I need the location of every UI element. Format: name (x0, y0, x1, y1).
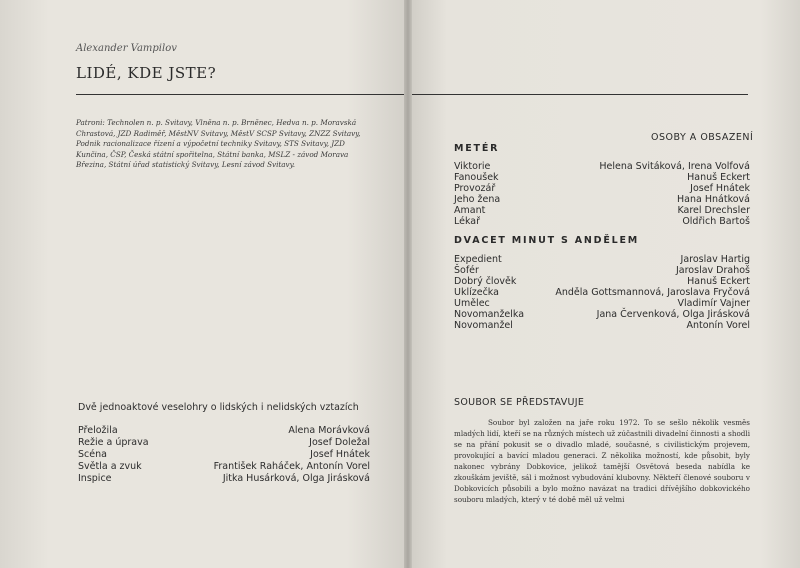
subtitle: Dvě jednoaktové veselohry o lidských i nelidských vztazích (78, 402, 359, 413)
book-spine (404, 0, 412, 568)
credit-row (78, 449, 370, 461)
cast-row (454, 309, 750, 320)
cast-row-role: Amant (454, 205, 486, 216)
cast-row (454, 216, 750, 227)
cast-row-role: Novomanžel (454, 320, 513, 331)
credit-row (78, 437, 370, 449)
cast-row-person: Jana Červenková, Olga Jirásková (596, 309, 750, 320)
author-name: Alexander Vampilov (76, 43, 177, 54)
credit-row-person: Jitka Husárková, Olga Jirásková (222, 473, 370, 484)
cast-row (454, 194, 750, 205)
cast-row (454, 183, 750, 194)
cast-row-person: Jaroslav Drahoš (675, 265, 750, 276)
cast-row-role: Šofér (454, 265, 479, 276)
cast-row-person: Hanuš Eckert (687, 172, 750, 183)
cast-row-role: Expedient (454, 254, 502, 265)
credit-row-role: Režie a úprava (78, 437, 149, 448)
cast-row-person: Anděla Gottsmannová, Jaroslava Fryčová (555, 287, 750, 298)
cast-row-role: Provozář (454, 183, 496, 194)
cast-row (454, 172, 750, 183)
credit-row-role: Světla a zvuk (78, 461, 142, 472)
credit-row (78, 425, 370, 437)
cast-row-role: Jeho žena (454, 194, 501, 205)
credit-row-person: František Raháček, Antonín Vorel (213, 461, 370, 472)
cast-row-role: Lékař (454, 216, 481, 227)
credit-row-role: Inspice (78, 473, 112, 484)
header-rule-left (76, 94, 408, 95)
cast-row (454, 205, 750, 216)
cast-heading: OSOBY A OBSAZENÍ (651, 132, 754, 143)
cast-row-person: Jaroslav Hartig (680, 254, 750, 265)
cast-row-role: Viktorie (454, 161, 491, 172)
cast-row (454, 254, 750, 265)
play1-cast-list (454, 161, 750, 227)
credits-list (78, 425, 370, 485)
cast-row (454, 276, 750, 287)
header-rule-right (408, 94, 748, 95)
credit-row-person: Josef Hnátek (310, 449, 370, 460)
cast-row-person: Oldřich Bartoš (682, 216, 750, 227)
cast-row (454, 287, 750, 298)
cast-row-role: Dobrý člověk (454, 276, 517, 287)
cast-row-person: Helena Svitáková, Irena Volfová (599, 161, 750, 172)
cast-row-role: Novomanželka (454, 309, 525, 320)
credit-row-person: Josef Doležal (309, 437, 370, 448)
cast-row-person: Karel Drechsler (677, 205, 750, 216)
cast-row (454, 265, 750, 276)
cast-row-person: Vladimír Vajner (677, 298, 750, 309)
cast-row-person: Hana Hnátková (677, 194, 750, 205)
cast-row-person: Antonín Vorel (686, 320, 750, 331)
play2-cast-list (454, 254, 750, 331)
cast-row-role: Fanoušek (454, 172, 499, 183)
ensemble-text: Soubor byl založen na jaře roku 1972. To se sešlo několik vesměs mladých lidí, kteří se na různých místech už zúčastnili divadelní činnosti a shodli se na přání pokusit se o divadlo mladé, současné, s civilistickým projevem, provokující a bavící mladou generaci. Z několika možností, kde působit, byly nakonec vybrány Dobkovice, jelikož tamější Osvětová beseda nabídla ke zkouškám jeviště, sál i možnost vybudování klubovny. Někteří členové souboru v Dobkovicích působili a bylo možno navázat na tradici dřívějšího dobkovického souboru mladých, který v té době měl už velmi (454, 418, 750, 504)
cast-row (454, 298, 750, 309)
play2-title: DVACET MINUT S ANDĚLEM (454, 235, 640, 246)
credit-row-role: Přeložila (78, 425, 118, 436)
cast-row-role: Umělec (454, 298, 490, 309)
cast-row (454, 320, 750, 331)
cast-row (454, 161, 750, 172)
play1-title: METÉR (454, 143, 500, 154)
cast-row-person: Josef Hnátek (690, 183, 750, 194)
play-title: LIDÉ, KDE JSTE? (76, 64, 217, 82)
credit-row (78, 461, 370, 473)
credit-row (78, 473, 370, 485)
ensemble-heading: SOUBOR SE PŘEDSTAVUJE (454, 397, 585, 408)
credit-row-role: Scéna (78, 449, 107, 460)
patrons-text: Patroni: Technolen n. p. Svitavy, Vlněna n. p. Brněnec, Hedva n. p. Moravská Chrastová, JZD Radiměř, MěstNV Svitavy, MěstV SCSP Svitavy, ZNZZ Svitavy, Podnik racionalizace řízení a výpočetní techniky Svitavy, STS Svitavy, JZD Kunčina, ČSP, Česká státní spořitelna, Státní banka, MSLZ - závod Morava Březina, Státní úřad statistický Svitavy, Lesní závod Svitavy. (76, 118, 361, 170)
credit-row-person: Alena Morávková (288, 425, 370, 436)
cast-row-person: Hanuš Eckert (687, 276, 750, 287)
cast-row-role: Uklízečka (454, 287, 499, 298)
